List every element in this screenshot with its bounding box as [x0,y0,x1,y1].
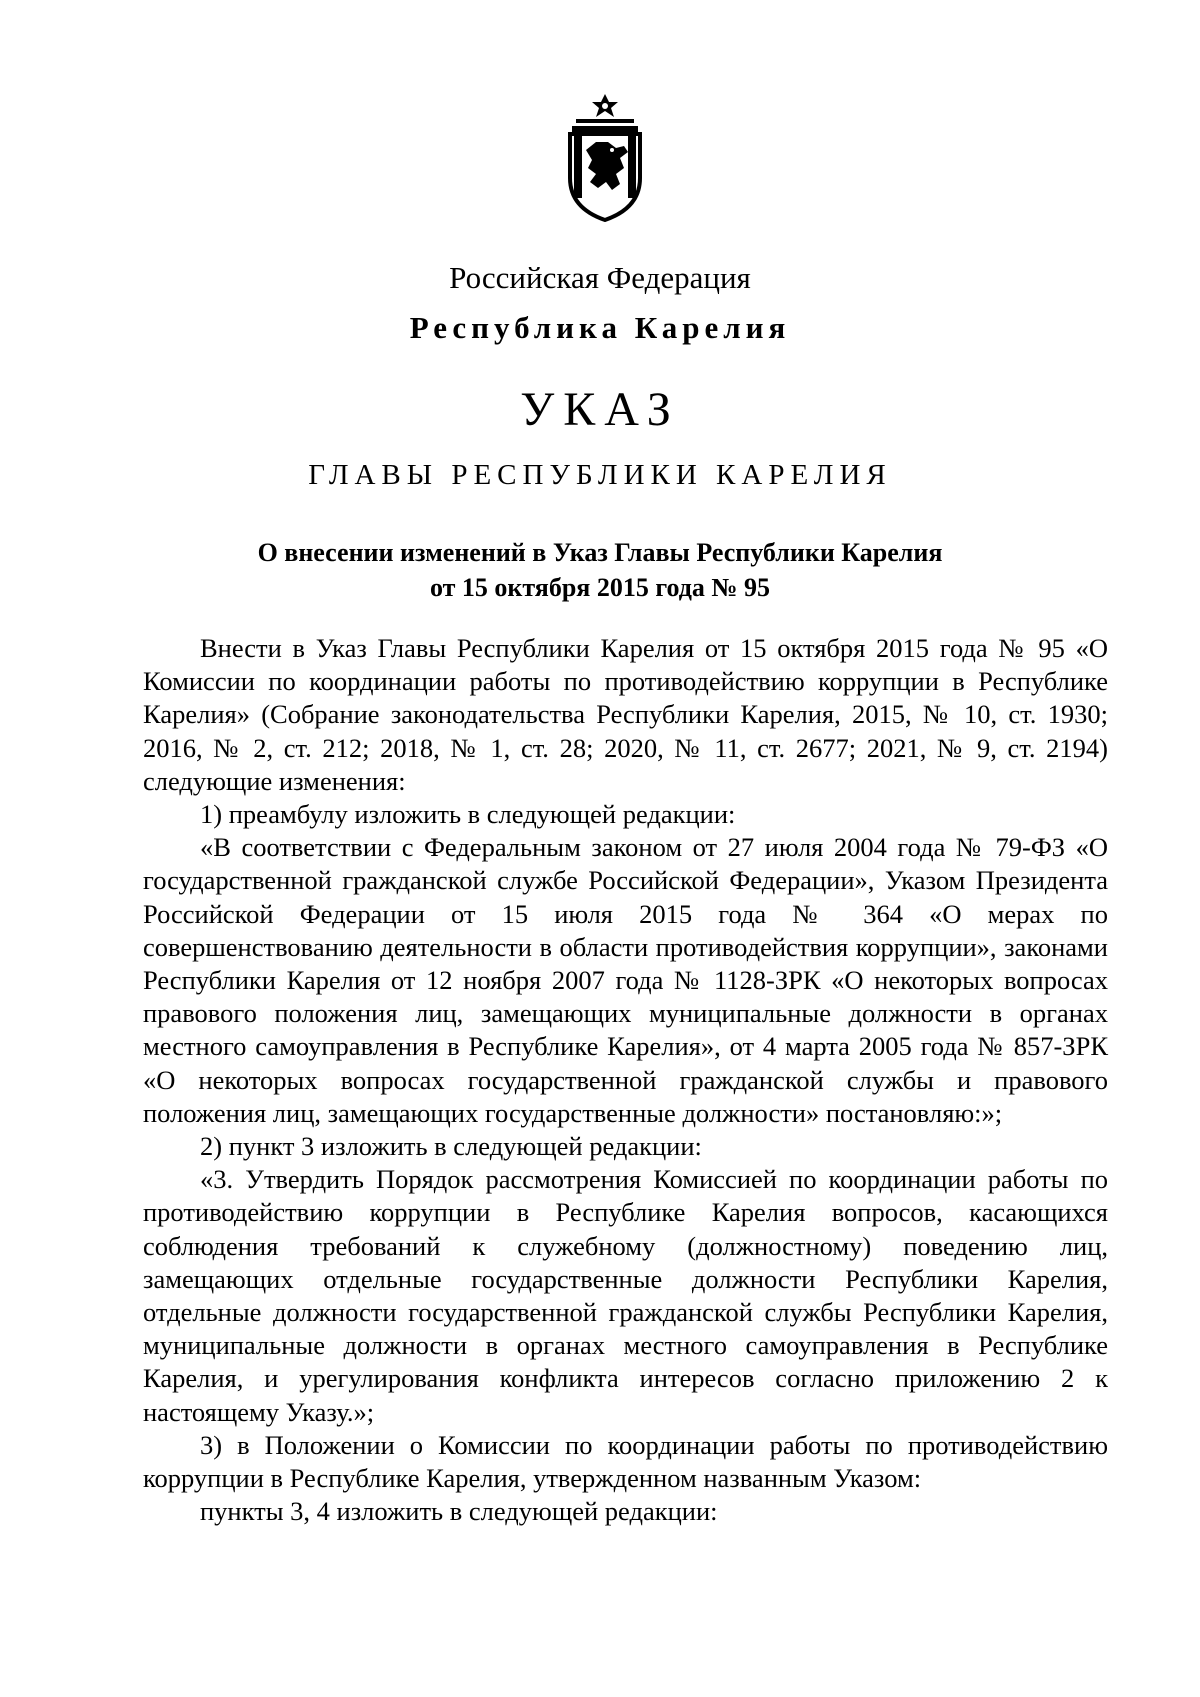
body-paragraph-7: пункты 3, 4 изложить в следующей редакции: [200,1496,718,1527]
country-name: Российская Федерация [449,260,751,295]
body-paragraph-1: Внести в Указ Главы Республики Карелия от 15 октября 2015 года № 95 «О Комиссии по координации работы по противодействию коррупции в Республике Карелия» (Собрание законодательства Республики Карелия, 2015, № 10, ст. 1930; 2016, № 2, ст. 212; 2018, № 1, ст. 28; 2020, № 11, ст. 2677; 2021, № 9, ст. 2194) следующие изменения: [143,633,1108,796]
title-line-2: от 15 октября 2015 года № 95 [429,573,771,602]
karelia-coat-of-arms-icon [562,92,648,222]
body-paragraph-4: 2) пункт 3 изложить в следующей редакции: [200,1131,702,1162]
document-body [143,632,1108,1528]
body-paragraph-2: 1) преамбулу изложить в следующей редакции: [200,799,736,830]
document-title [0,535,1200,605]
republic-name: Республика Карелия [409,310,791,345]
document-type: УКАЗ [520,383,680,436]
issuer-name: ГЛАВЫ РЕСПУБЛИКИ КАРЕЛИЯ [308,459,892,491]
body-paragraph-3: «В соответствии с Федеральным законом от 27 июля 2004 года № 79-ФЗ «О государственной гражданской службе Российской Федерации», Указом Президента Российской Федерации от 15 июля 2015 года № 364 «О мерах по совершенствованию деятельности в области противодействия коррупции», законами Республики Карелия от 12 ноября 2007 года № 1128-ЗРК «О некоторых вопросах правового положения лиц, замещающих муниципальные должности в органах местного самоуправления в Республике Карелия», от 4 марта 2005 года № 857-ЗРК «О некоторых вопросах государственной гражданской службы и правового положения лиц, замещающих государственные должности» постановляю:»; [143,832,1108,1128]
title-line-1: О внесении изменений в Указ Главы Республики Карелия [257,538,943,567]
body-paragraph-5: «3. Утвердить Порядок рассмотрения Комиссией по координации работы по противодействию коррупции в Республике Карелия вопросов, касающихся соблюдения требований к служебному (должностному) поведению лиц, замещающих отдельные государственные должности Республики Карелия, отдельные должности государственной гражданской службы Республики Карелия, муниципальные должности в органах местного самоуправления в Республике Карелия, и урегулирования конфликта интересов согласно приложению 2 к настоящему Указу.»; [143,1164,1108,1427]
body-paragraph-6: 3) в Положении о Комиссии по координации работы по противодействию коррупции в Республике Карелия, утвержденном названным Указом: [143,1429,1108,1494]
